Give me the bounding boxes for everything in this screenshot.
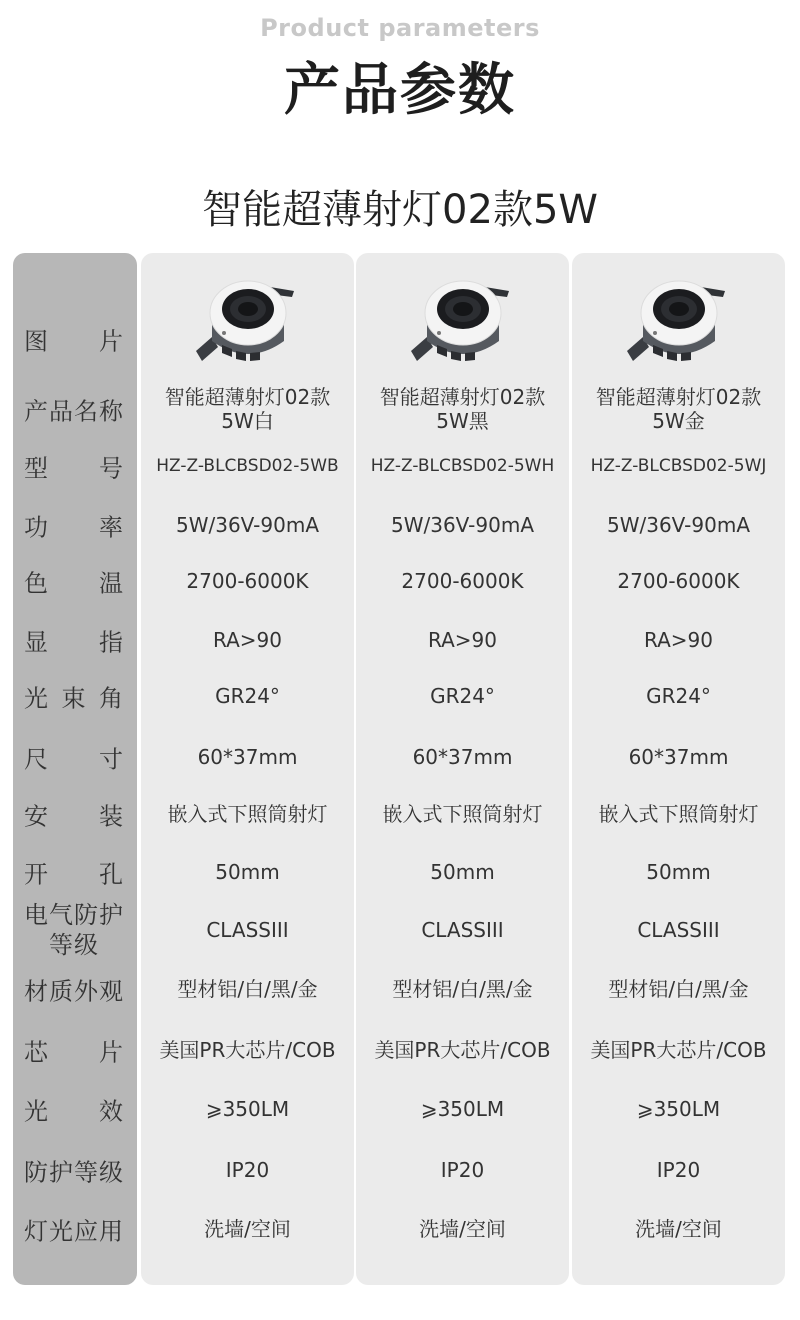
cutout-value: 50mm [215, 860, 280, 884]
row-label-color-temperature: 色 温 [24, 569, 124, 598]
material-value: 型材铝/白/黑/金 [608, 977, 749, 1001]
product-name-value [572, 385, 785, 433]
spotlight-icon [619, 271, 739, 367]
application-value: 洗墙/空间 [635, 1217, 722, 1241]
size-value: 60*37mm [628, 745, 729, 769]
product-name-value [141, 385, 354, 433]
product-name-line2: 5W黑 [436, 409, 489, 433]
installation-value: 嵌入式下照筒射灯 [598, 802, 759, 826]
ip-rating-value: IP20 [225, 1158, 270, 1182]
installation-value: 嵌入式下照筒射灯 [382, 802, 543, 826]
size-value: 60*37mm [197, 745, 298, 769]
application-value: 洗墙/空间 [419, 1217, 506, 1241]
chip-value: 美国PR大芯片/COB [159, 1038, 336, 1062]
product-title: 智能超薄射灯02款5W [202, 187, 598, 233]
row-label-color-rendering: 显 指 [24, 628, 124, 657]
protection-class-value: CLASSIII [637, 918, 720, 942]
size-value: 60*37mm [412, 745, 513, 769]
row-label-ip-rating: 防护等级 [24, 1158, 124, 1187]
row-label-size: 尺 寸 [24, 745, 124, 774]
product-name-line2: 5W白 [221, 409, 274, 433]
power-value: 5W/36V-90mA [390, 513, 535, 537]
protection-class-value: CLASSIII [206, 918, 289, 942]
label-column [13, 253, 137, 1285]
efficacy-value: ⩾350LM [420, 1097, 505, 1121]
product-name-line1: 智能超薄射灯02款 [379, 385, 546, 409]
row-label-model: 型 号 [24, 454, 124, 483]
ip-rating-value: IP20 [440, 1158, 485, 1182]
power-value: 5W/36V-90mA [175, 513, 320, 537]
model-value: HZ-Z-BLCBSD02-5WB [156, 456, 339, 476]
color-rendering-value: RA>90 [644, 628, 713, 652]
power-value: 5W/36V-90mA [606, 513, 751, 537]
application-value: 洗墙/空间 [204, 1217, 291, 1241]
row-label-beam-angle: 光 束 角 [24, 684, 124, 713]
material-value: 型材铝/白/黑/金 [177, 977, 318, 1001]
row-label-power: 功 率 [24, 513, 124, 542]
color-temperature-value: 2700-6000K [617, 569, 740, 593]
chip-value: 美国PR大芯片/COB [374, 1038, 551, 1062]
color-temperature-value: 2700-6000K [401, 569, 524, 593]
page-title: 产品参数 [284, 58, 516, 123]
spotlight-icon [403, 271, 523, 367]
product-name-value [356, 385, 569, 433]
row-label-cutout: 开 孔 [24, 860, 124, 889]
spotlight-icon [188, 271, 308, 367]
cutout-value: 50mm [430, 860, 495, 884]
row-label-product-name: 产品名称 [24, 397, 124, 426]
model-value: HZ-Z-BLCBSD02-5WH [370, 456, 555, 476]
product-name-line1: 智能超薄射灯02款 [164, 385, 331, 409]
ip-rating-value: IP20 [656, 1158, 701, 1182]
product-column-gold [572, 253, 785, 1285]
product-name-line2: 5W金 [652, 409, 705, 433]
row-label-image: 图 片 [24, 327, 124, 356]
cutout-value: 50mm [646, 860, 711, 884]
color-temperature-value: 2700-6000K [186, 569, 309, 593]
beam-angle-value: GR24° [215, 684, 280, 708]
beam-angle-value: GR24° [646, 684, 711, 708]
protection-class-value: CLASSIII [421, 918, 504, 942]
chip-value: 美国PR大芯片/COB [590, 1038, 767, 1062]
product-name-line1: 智能超薄射灯02款 [595, 385, 762, 409]
row-label-efficacy: 光 效 [24, 1097, 124, 1126]
product-column-black [356, 253, 569, 1285]
efficacy-value: ⩾350LM [205, 1097, 290, 1121]
row-label-installation: 安 装 [24, 802, 124, 831]
model-value: HZ-Z-BLCBSD02-5WJ [590, 456, 767, 476]
row-label-chip: 芯 片 [24, 1038, 124, 1067]
row-label-application: 灯光应用 [24, 1217, 124, 1246]
material-value: 型材铝/白/黑/金 [392, 977, 533, 1001]
beam-angle-value: GR24° [430, 684, 495, 708]
color-rendering-value: RA>90 [428, 628, 497, 652]
row-label-material: 材质外观 [24, 977, 124, 1006]
color-rendering-value: RA>90 [213, 628, 282, 652]
row-label-protection-class: 电气防护 等级 [24, 901, 124, 959]
subtitle-english: Product parameters [260, 14, 540, 42]
efficacy-value: ⩾350LM [636, 1097, 721, 1121]
product-column-white [141, 253, 354, 1285]
installation-value: 嵌入式下照筒射灯 [167, 802, 328, 826]
